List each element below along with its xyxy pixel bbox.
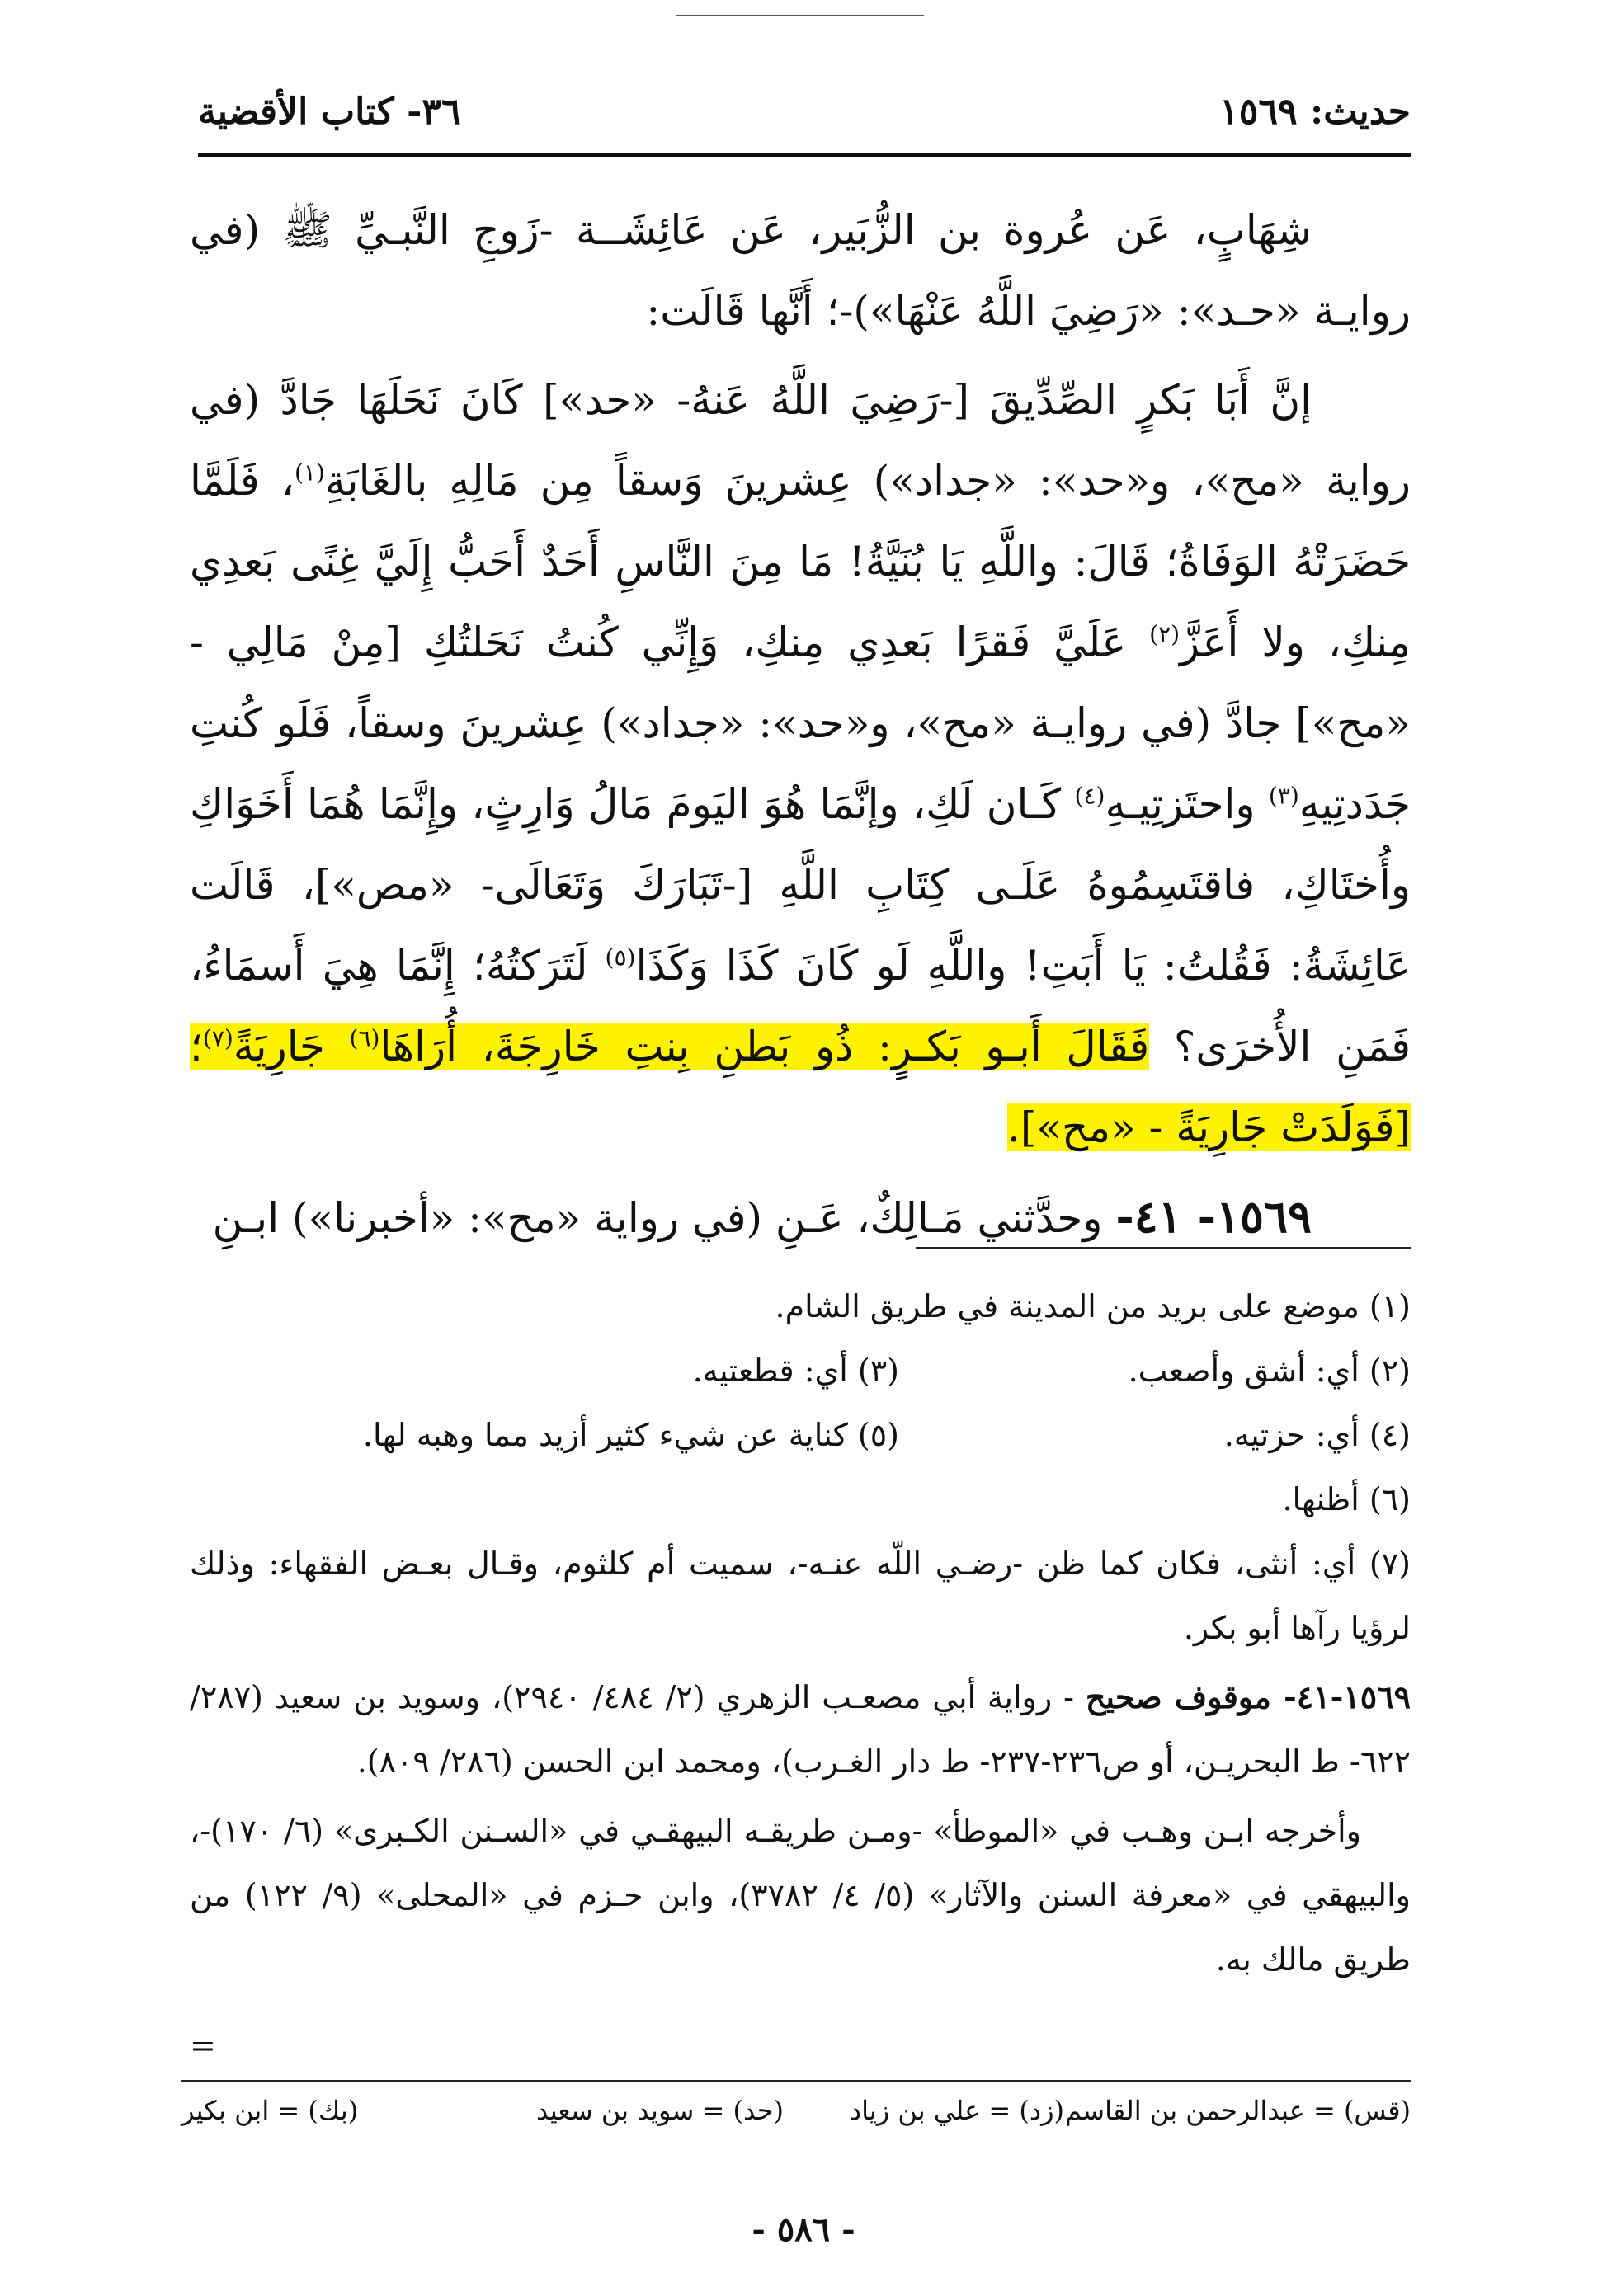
footnote-2: (٢) أي: أشق وأصعب. — [1128, 1353, 1411, 1389]
footnote-row — [190, 1403, 1411, 1467]
footnote-marker: (٥) — [605, 943, 636, 972]
paragraph-matn — [190, 360, 1411, 1168]
page-number: - ٥٨٦ - — [752, 2210, 855, 2249]
footnotes — [190, 1274, 1411, 2063]
footnote-marker: (١) — [294, 459, 325, 487]
matn-part: لَتَرَكتُهُ؛ إِنَّمَا هِيَ أَسمَاءُ، فَمَنِ الأُخرَى؟ — [190, 942, 1411, 1070]
paragraph-isnad: شِهَابٍ، عَن عُروة بن الزُّبَير، عَن عَائِشَــة -زَوجِ النَّبـيِّ ﷺ (في روايـة «حـد»: «رَضِيَ اللَّهُ عَنْهَا»)-؛ أَنَّها قَالَت: — [190, 206, 1411, 335]
paragraph-next-hadith — [190, 1176, 1411, 1259]
highlighted-part: ؛ [فَوَلَدَتْ جَارِيَةً - «مح»]. — [190, 1023, 1411, 1151]
hadith-number: ١٥٦٩- ٤١- — [1115, 1190, 1312, 1243]
glossary-item: (حد) = سويد بن سعيد — [535, 2095, 784, 2126]
matn-part: كَـان لَكِ، وإنَّمَا هُوَ اليَومَ مَالُ وَارِثٍ، وإِنَّمَا هُمَا أَخَوَاكِ وأُختَاكِ، فاقتَسِمُوهُ عَلَـى كِتَابِ اللَّهِ [-تَبَارَكَ وَتَعَالَى- «مص»]، قَالَت عَائِشَةُ: فَقُلتُ: يَا أَبَتِ! واللَّهِ لَو كَانَ كَذَا وَكَذَا — [190, 780, 1411, 990]
matn-part: عَلَيَّ فَقرًا بَعدِي مِنكِ، وَإِنِّي كُنتُ نَحَلتُكِ [مِنْ مَالِي - «مح»] جادَّ (في روايـة «مح»، و«حد»: «جداد») عِشرينَ وسقاً، فَلَو كُنتِ جَدَدتِيهِ — [190, 619, 1411, 828]
matn-part: واحتَزتِيـهِ — [1105, 780, 1269, 828]
chapter-title: ٣٦- كتاب الأقضية — [198, 91, 461, 133]
footnote-row — [190, 1467, 1411, 1531]
footnote-row — [190, 1339, 1411, 1403]
takhrij-number: ١٥٦٩-٤١- — [1270, 1678, 1411, 1715]
running-header — [198, 82, 1411, 148]
footnote-3: (٣) أي: قطعتيه. — [692, 1353, 899, 1389]
takhrij-paragraph-1 — [190, 1665, 1411, 1794]
footnote-5: (٥) كناية عن شيء كثير أزيد مما وهبه لها. — [362, 1417, 899, 1453]
matn-part: ، فَلَمَّا حَضَرَتْهُ الوَفَاةُ؛ قَالَ: واللَّهِ يَا بُنَيَّةُ! مَا مِنَ النَّاسِ أَحَدٌ أَحَبُّ إِلَيَّ غِنًى بَعدِي مِنكِ، ولا أَعَزَّ — [190, 457, 1411, 666]
footnote-marker: (٤) — [1074, 782, 1105, 810]
header-rule — [198, 153, 1411, 157]
footnote-7: (٧) أي: أنثى، فكان كما ظن -رضـي اللّه عنـه-، سميت أم كلثوم، وقـال بعـض الفقهاء: وذلك لرؤيا رآها أبو بكر. — [190, 1546, 1411, 1646]
footnote-marker: (٢) — [1149, 620, 1181, 648]
abbreviation-glossary — [181, 2095, 1411, 2144]
takhrij-text: - رواية أبي مصعـب الزهري (٢/ ٤٨٤/ ٢٩٤٠)، وسويد بن سعيد (٢٨٧/ ٦٢٢- ط البحريـن، أو ص٢٣٦-٢٣٧- ط دار الغـرب)، ومحمد ابن الحسن (٢٨٦/ ٨٠٩). — [190, 1679, 1411, 1780]
footnote-6: (٦) أظنها. — [1282, 1481, 1411, 1517]
footnote-rule — [916, 1247, 1411, 1249]
footnote-1: (١) موضع على بريد من المدينة في طريق الشام. — [775, 1288, 1411, 1324]
footnote-row — [190, 1274, 1411, 1339]
glossary-rule — [181, 2080, 1411, 2082]
glossary-item: (زد) = علي بن زياد — [849, 2095, 1064, 2126]
takhrij-paragraph-2 — [190, 1799, 1411, 1992]
footnote-marker: (٦) — [349, 1024, 380, 1052]
grading-label: موقوف صحيح — [1085, 1678, 1271, 1715]
next-hadith-text: وحدَّثني مَـالِكٌ، عَـنِ (في رواية «مح»: «أخبرنا») ابـنِ — [212, 1194, 1116, 1242]
highlighted-part: فَقَالَ أَبـو بَكـرٍ: ذُو بَطنِ بِنتِ خَارِجَةَ، أُرَاهَا — [379, 1023, 1150, 1070]
main-text — [190, 190, 1411, 1267]
footnote-marker: (٧) — [202, 1024, 233, 1052]
glossary-item: (بك) = ابن بكير — [181, 2095, 359, 2126]
hadith-number-header: حديث: ١٥٦٩ — [1219, 91, 1411, 133]
footnote-4: (٤) أي: حزتيه. — [1223, 1417, 1411, 1453]
matn-part: إنَّ أَبَا بَكرٍ الصِّدِّيقَ [-رَضِيَ اللَّهُ عَنهُ- «حد»] كَانَ نَحَلَهَا جَادَّ (في رواية «مح»، و«حد»: «جداد») عِشرينَ وَسقاً مِن مَالِهِ بالغَابَةِ — [190, 376, 1411, 505]
top-decorative-rule — [676, 15, 924, 16]
footnote-marker: (٣) — [1268, 782, 1299, 810]
takhrij-text: وأخرجه ابـن وهـب في «الموطأ» -ومـن طريقـه البيهقـي في «السـنن الكـبرى» (٦/ ١٧٠)-، والبيهقي في «معرفة السنن والآثار» (٥/ ٤/ ٣٧٨٢)، وابن حـزم في «المحلى» (٩/ ١٢٢) من طريق مالك به. — [190, 1813, 1411, 1978]
highlighted-part: جَارِيَةً — [233, 1023, 350, 1070]
glossary-item: (قس) = عبدالرحمن بن القاسم — [1065, 2095, 1411, 2126]
continuation-mark: = — [190, 2027, 216, 2063]
